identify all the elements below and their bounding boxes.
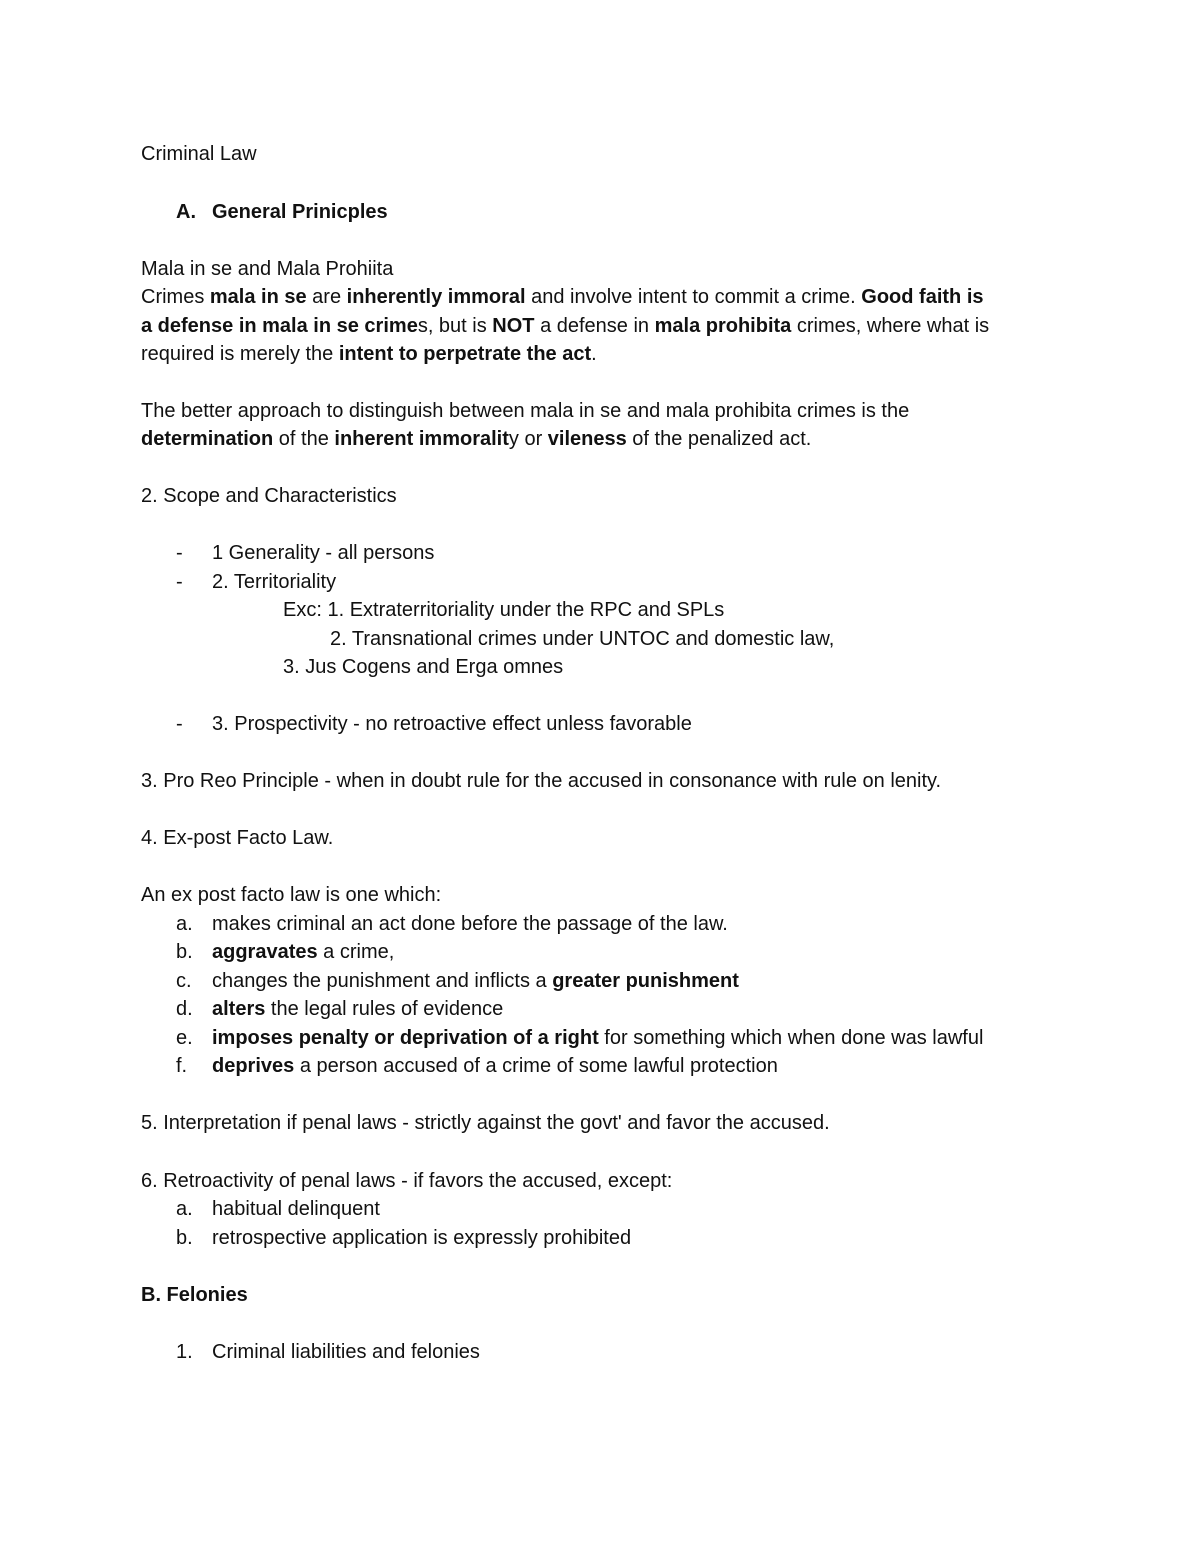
ex-post-facto-item [212,1052,778,1080]
bold-run: inherently immoral [346,286,526,308]
approach-line-2 [141,425,811,453]
mala-subtitle: Mala in se and Mala Prohiita [141,258,394,280]
list-marker: d. [176,998,193,1020]
scope-item-territoriality: 2. Territoriality [212,571,337,593]
exception-3: 3. Jus Cogens and Erga omnes [283,656,564,678]
list-dash: - [176,542,183,564]
text-run: of the penalized act. [626,428,812,450]
text-run: y or [508,428,548,450]
bold-run: vileness [547,428,627,450]
bold-run: deprives [212,1055,295,1077]
ex-post-facto-item [212,967,739,995]
scope-item-prospectivity: 3. Prospectivity - no retroactive effect unless favorable [212,713,692,735]
bold-run: NOT [492,315,535,337]
bold-run: mala prohibita [654,315,792,337]
ex-post-facto-heading: 4. Ex-post Facto Law. [141,827,334,849]
text-run: Crimes [141,286,210,308]
bold-run: inherent immoralit [334,428,509,450]
bold-run: aggravates [212,941,318,963]
ex-post-facto-item [212,938,394,966]
text-run: and involve intent to commit a crime. [525,286,862,308]
approach-line-1: The better approach to distinguish between mala in se and mala prohibita crimes is the [141,400,910,422]
text-run: a crime, [317,941,395,963]
text-run: changes the punishment and inflicts a [212,970,553,992]
text-run: makes criminal an act done before the passage of the law. [212,913,728,935]
list-dash: - [176,571,183,593]
bold-run: mala in se [209,286,307,308]
ex-post-facto-item [212,1024,983,1052]
section-a-marker: A. [176,201,196,223]
text-run: . [591,343,597,365]
bold-run: determination [141,428,274,450]
text-run: s, but is [417,315,493,337]
retroactivity-exception: retrospective application is expressly prohibited [212,1227,632,1249]
text-run: are [306,286,347,308]
bold-run: alters [212,998,266,1020]
text-run: the legal rules of evidence [265,998,504,1020]
list-marker: b. [176,1227,193,1249]
list-marker: 1. [176,1341,193,1363]
felonies-item: Criminal liabilities and felonies [212,1341,480,1363]
bold-run: e [406,315,418,337]
list-dash: - [176,713,183,735]
exception-2: 2. Transnational crimes under UNTOC and domestic law, [330,628,835,650]
section-b-heading: B. Felonies [141,1284,248,1306]
text-run: crimes, where what is [791,315,990,337]
scope-heading: 2. Scope and Characteristics [141,485,397,507]
list-marker: e. [176,1027,193,1049]
mala-paragraph-line-3 [141,340,597,368]
text-run: of the [273,428,335,450]
list-marker: c. [176,970,192,992]
list-marker: f. [176,1055,188,1077]
list-marker: b. [176,941,193,963]
ex-post-facto-item [212,995,503,1023]
retroactivity-exception: habitual delinquent [212,1198,380,1220]
mala-paragraph-line-2 [141,312,989,340]
document-title: Criminal Law [141,143,257,165]
text-run: a person accused of a crime of some lawful protection [294,1055,778,1077]
bold-run: intent to perpetrate the act [338,343,592,365]
exception-1: Exc: 1. Extraterritoriality under the RPC and SPLs [283,599,725,621]
scope-item-generality: 1 Generality - all persons [212,542,435,564]
pro-reo-principle: 3. Pro Reo Principle - when in doubt rule for the accused in consonance with rule on lenity. [141,770,942,792]
mala-paragraph-line-1 [141,283,984,311]
ex-post-facto-item [212,910,728,938]
bold-run: imposes penalty or deprivation of a right [212,1027,599,1049]
bold-run: a defense in mala in se crim [141,315,407,337]
retroactivity-heading: 6. Retroactivity of penal laws - if favors the accused, except: [141,1170,673,1192]
text-run: for something which when done was lawful [598,1027,984,1049]
text-run: a defense in [534,315,655,337]
bold-run: Good faith is [861,286,984,308]
bold-run: greater punishment [552,970,739,992]
list-marker: a. [176,913,193,935]
section-a-heading: General Prinicples [212,201,388,223]
list-marker: a. [176,1198,193,1220]
text-run: required is merely the [141,343,339,365]
ex-post-facto-intro: An ex post facto law is one which: [141,884,442,906]
interpretation-line: 5. Interpretation if penal laws - strictly against the govt' and favor the accused. [141,1112,830,1134]
